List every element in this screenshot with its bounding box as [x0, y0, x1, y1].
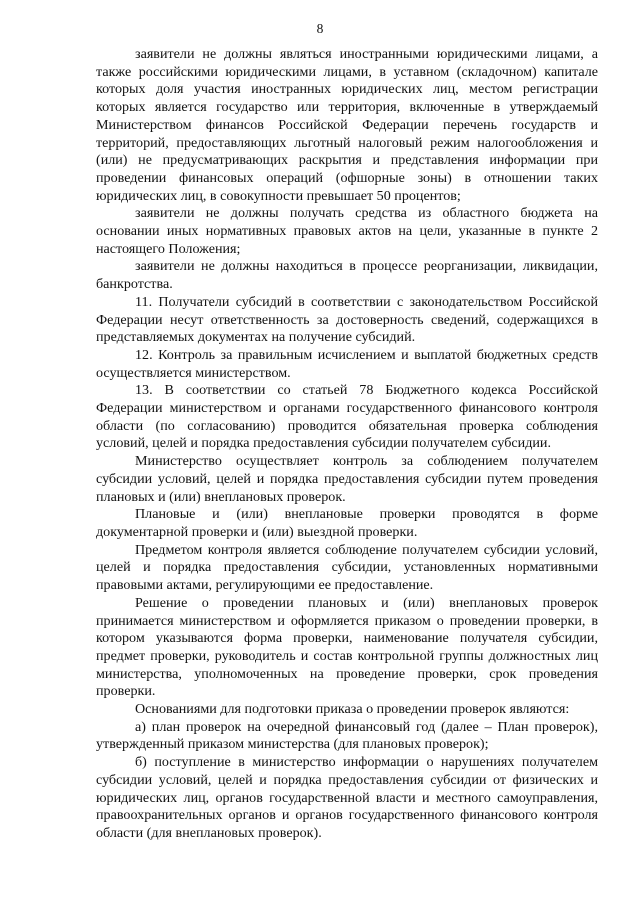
- paragraph: б) поступление в министерство информации о нарушениях получателем субсидии условий, целей и порядка предоставления субсидии от физических и юридических лиц, органов государственной власти и местного самоуправления, правоохранительных органов и органов государственного финансового контроля области (для внеплановых проверок).: [96, 754, 598, 841]
- paragraph: Плановые и (или) внеплановые проверки проводятся в форме документарной проверки и (или) выездной проверки.: [96, 506, 598, 540]
- paragraph: 13. В соответствии со статьей 78 Бюджетного кодекса Российской Федерации министерством и органами государственного финансового контроля области (по согласованию) проводится обязательная проверка соблюдения условий, целей и порядка предоставления субсидии получателем субсидии.: [96, 382, 598, 452]
- paragraph: 12. Контроль за правильным исчислением и выплатой бюджетных средств осуществляется министерством.: [96, 346, 598, 381]
- paragraph: заявители не должны являться иностранными юридическими лицами, а также российскими юридическими лицами, в уставном (складочном) капитале которых доля участия иностранных юридических лиц, местом регистрации которых является государство или территория, включенные в утверждаемый Министерством финансов Российской Федерации перечень государств и территорий, предоставляющих льготный налоговый режим налогообложения и (или) не предусматривающих раскрытия и представления информации при проведении финансовых операций (офшорные зоны) в отношении таких юридических лиц, в совокупности превышает 50 процентов;: [96, 46, 598, 204]
- paragraph: заявители не должны находиться в процессе реорганизации, ликвидации, банкротства.: [96, 258, 598, 293]
- document-body: [96, 46, 598, 843]
- paragraph: Основаниями для подготовки приказа о проведении проверок являются:: [135, 701, 570, 718]
- paragraph: Предметом контроля является соблюдение получателем субсидии условий, целей и порядка предоставления субсидии, установленных нормативными правовыми актами, регулирующими ее предоставление.: [96, 541, 598, 594]
- paragraph: Решение о проведении плановых и (или) внеплановых проверок принимается министерством и оформляется приказом о проведении проверки, в котором указываются форма проверки, наименование получателя субсидии, предмет проверки, руководитель и состав контрольной группы должностных лиц министерства, уполномоченных на проведение проверки, срок проведения проверки.: [96, 594, 598, 700]
- paragraph: заявители не должны получать средства из областного бюджета на основании иных нормативных правовых актов на цели, указанные в пункте 2 настоящего Положения;: [96, 205, 598, 257]
- paragraph: 11. Получатели субсидий в соответствии с законодательством Российской Федерации несут ответственность за достоверность сведений, содержащихся в представляемых документах на получение субсидий.: [96, 293, 598, 346]
- page-number: 8: [316, 21, 324, 36]
- paragraph: Министерство осуществляет контроль за соблюдением получателем субсидии условий, целей и порядка предоставления субсидии путем проведения плановых и (или) внеплановых проверок.: [96, 453, 598, 505]
- paragraph: а) план проверок на очередной финансовый год (далее – План проверок), утвержденный приказом министерства (для плановых проверок);: [96, 718, 598, 753]
